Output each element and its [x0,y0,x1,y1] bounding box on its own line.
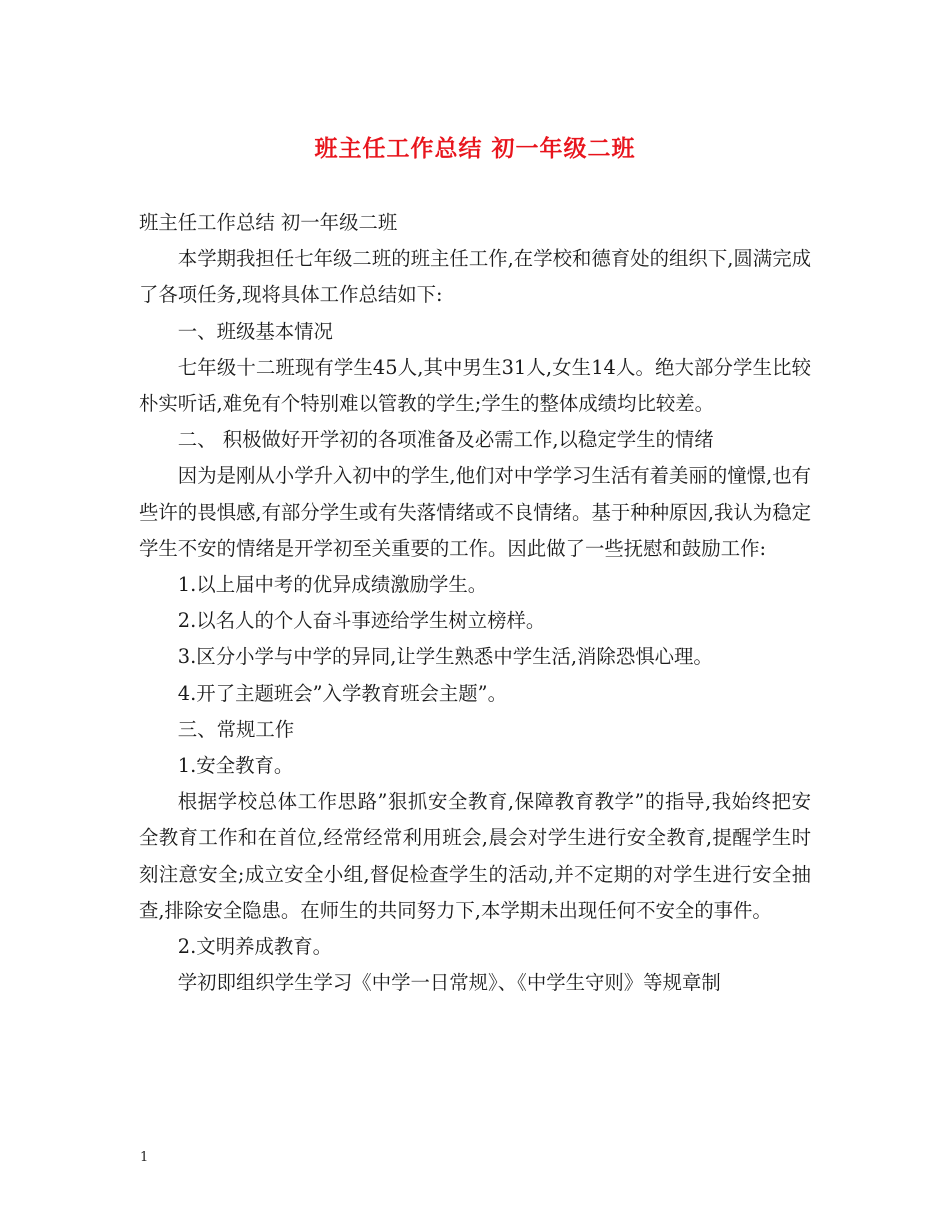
subheading-safety: 1.安全教育。 [177,754,294,778]
heading-section-1: 一、班级基本情况 [177,319,333,343]
paragraph-class-info: 七年级十二班现有学生45人,其中男生31人,女生14人。绝大部分学生比较朴实听话,难免有个特别难以管教的学生;学生的整体成绩均比较差。 [139,355,811,416]
list-item-3: 3.区分小学与中学的异同,让学生熟悉中学生活,消除恐惧心理。 [177,645,713,669]
paragraph-safety: 根据学校总体工作思路”狠抓安全教育,保障教育教学”的指导,我始终把安全教育工作和在首位,经常经常利用班会,晨会对学生进行安全教育,提醒学生时刻注意安全;成立安全小组,督促检查学生的活动,并不定期的对学生进行安全抽查,排除安全隐患。在师生的共同努力下,本学期未出现任何不安全的事件。 [139,790,811,922]
list-item-2: 2.以名人的个人奋斗事迹给学生树立榜样。 [177,609,546,633]
heading-section-2: 二、 积极做好开学初的各项准备及必需工作,以稳定学生的情绪 [177,428,714,452]
paragraph-emotions: 因为是刚从小学升入初中的学生,他们对中学学习生活有着美丽的憧憬,也有些许的畏惧感,有部分学生或有失落情绪或不良情绪。基于种种原因,我认为稳定学生不安的情绪是开学初至关重要的工作。因此做了一些抚慰和鼓励工作: [139,464,811,560]
page-number: 1 [140,1150,149,1165]
paragraph-civility: 学初即组织学生学习《中学一日常规》、《中学生守则》等规章制 [177,971,721,995]
list-item-4: 4.开了主题班会”入学教育班会主题”。 [177,681,507,705]
list-item-1: 1.以上届中考的优异成绩激励学生。 [177,573,488,597]
paragraph-subtitle: 班主任工作总结 初一年级二班 [139,211,398,234]
document-body [139,205,811,1001]
paragraph-intro: 本学期我担任七年级二班的班主任工作,在学校和德育处的组织下,圆满完成了各项任务,现将具体工作总结如下: [139,247,811,307]
heading-section-3: 三、常规工作 [177,717,295,741]
subheading-civility: 2.文明养成教育。 [177,935,333,959]
document-title: 班主任工作总结 初一年级二班 [314,135,636,162]
